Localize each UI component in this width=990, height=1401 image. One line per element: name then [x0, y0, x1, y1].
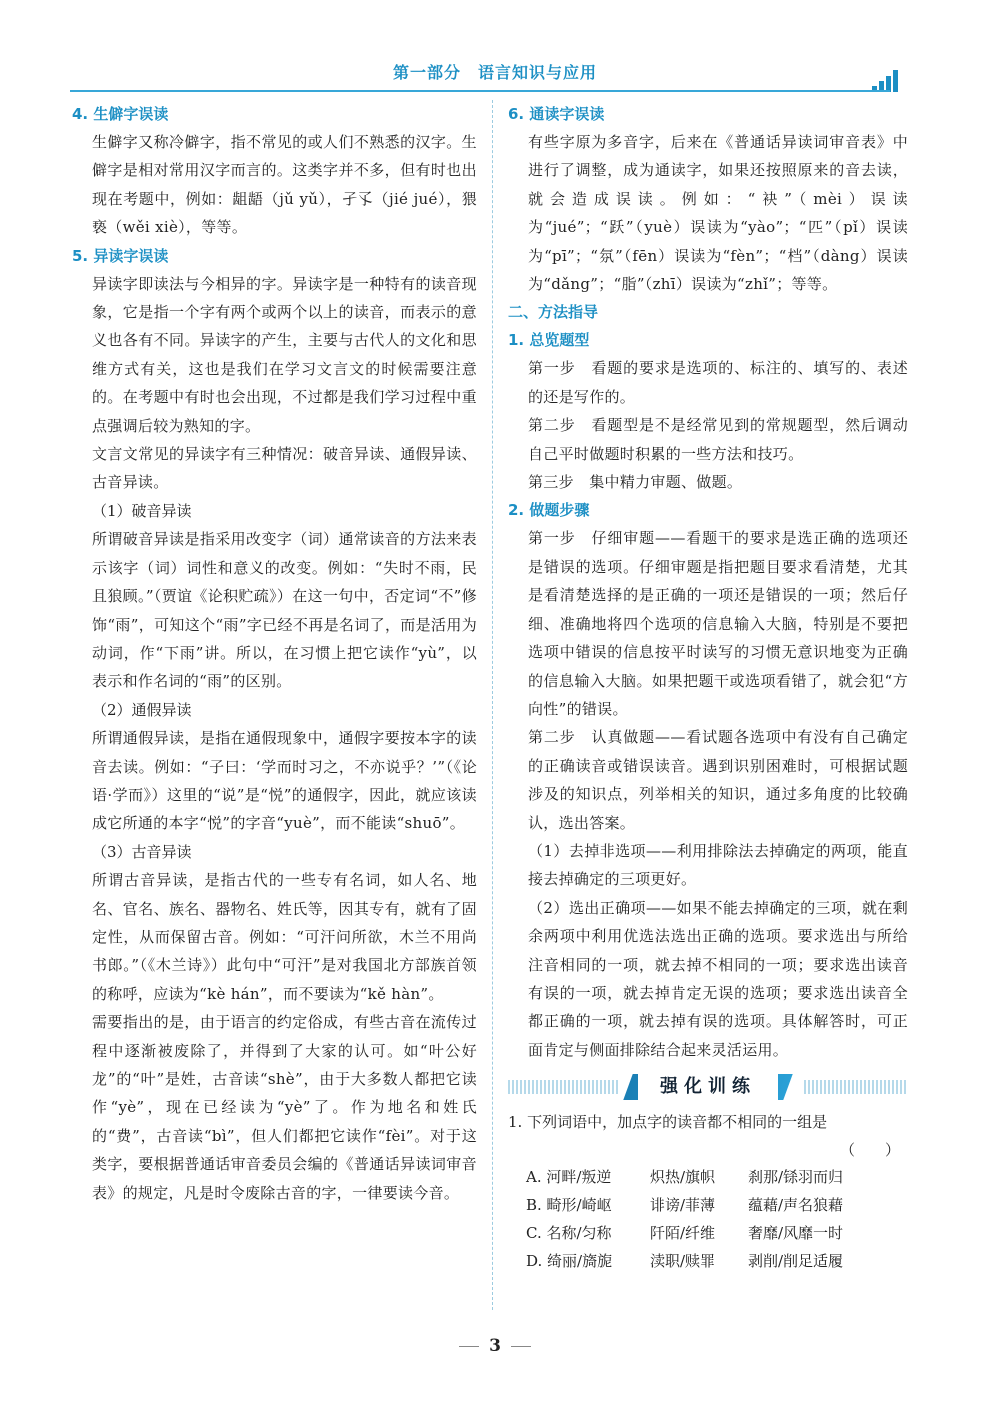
part-title: 二、方法指导 — [508, 303, 599, 322]
paragraph: 生僻字又称冷僻字，指不常见的或人们不熟悉的汉字。生僻字是相对常用汉字而言的。这类字并不多，但有时也出现在考题中，例如：龃龉（jǔ yǔ），孑孓（jié jué），猥亵（wěi xiè），等等。 — [92, 133, 477, 237]
paragraph: 所谓破音异读是指采用改变字（词）通常读音的方法来表示该字（词）词性和意义的改变。例如：“失时不雨，民且狼顾。”（贾谊《论积贮疏》）在这一句中，否定词“不”修饰“雨”，可知这个“雨”字已经不再是名词了，而是活用为动词，作“下雨”讲。所以，在习惯上把它读作“yù”，以表示和作名词的“雨”的区别。 — [92, 530, 477, 691]
left-column — [72, 100, 477, 1207]
step: （1）去掉非选项——利用排除法去掉确定的两项，能直接去掉确定的三项更好。 — [528, 841, 908, 889]
page-number: 3 — [489, 1336, 501, 1356]
page-footer — [0, 1336, 990, 1356]
column-divider — [492, 100, 493, 1310]
section-title-4: 4. 生僻字误读 — [72, 105, 169, 123]
question-1: 1. 下列词语中，加点字的读音都不相同的一组是 — [508, 1113, 828, 1132]
step: 第二步 看题型是不是经常见到的常规题型，然后调动自己平时做题时积累的一些方法和技巧。 — [528, 416, 908, 463]
header-title: 第一部分 语言知识与应用 — [392, 63, 597, 82]
exercise-banner-title: 强化训练 — [660, 1076, 756, 1098]
option-a: A. 河畔/叛逆 炽热/旗帜 刹那/铩羽而归 — [526, 1167, 844, 1186]
section-title-5: 5. 异读字误读 — [72, 246, 169, 265]
exercise-banner — [508, 1070, 908, 1104]
option-d: D. 绮丽/旖旎 渎职/赎罪 剥削/削足适履 — [526, 1251, 844, 1270]
option-c: C. 名称/匀称 阡陌/纤维 奢靡/风靡一时 — [526, 1223, 844, 1242]
page-header — [0, 56, 990, 96]
option-b: B. 畸形/崎岖 诽谤/菲薄 蕴藉/声名狼藉 — [526, 1195, 844, 1214]
method-title-2: 2. 做题步骤 — [508, 501, 590, 520]
paragraph: 文言文常见的异读字有三种情况：破音异读、通假异读、古音异读。 — [92, 445, 477, 492]
section-title-6: 6. 通读字误读 — [508, 105, 605, 123]
subsection-title: （3）古音异读 — [92, 842, 192, 861]
method-title-1: 1. 总览题型 — [508, 331, 590, 350]
subsection-title: （2）通假异读 — [92, 700, 192, 719]
step: 第二步 认真做题——看试题各选项中有没有自己确定的正确读音或错误读音。遇到识别困难时，可根据试题涉及的知识点，列举相关的知识，通过多角度的比较确认，选出答案。 — [528, 728, 908, 832]
header-rule — [70, 90, 890, 92]
subsection-title: （1）破音异读 — [92, 501, 192, 520]
answer-bracket: （ ） — [839, 1140, 900, 1159]
step: （2）选出正确项——如果不能去掉确定的三项，就在剩余两项中利用优选法选出正确的选项。要求选出与所给注音相同的一项，就去掉不相同的一项；要求选出读音有误的一项，就去掉肯定无误的选项；要求选出读音全都正确的一项，就去掉有误的选项。具体解答时，可正面肯定与侧面排除结合起来灵活运用。 — [528, 898, 908, 1059]
paragraph: 有些字原为多音字，后来在《普通话异读词审音表》中进行了调整，成为通读字，如果还按照原来的音去读，就会造成误读。例如：“袂”（mèi）误读为“jué”；“跃”（yuè）误读为“yào”；“匹”（pǐ）误读为“pī”；“氛”（fēn）误读为“fèn”；“档”（dàng）误读为“dǎng”；“脂”（zhī）误读为“zhǐ”；等等。 — [528, 133, 908, 294]
paragraph: 需要指出的是，由于语言的约定俗成，有些古音在流传过程中逐渐被废除了，并得到了大家的认可。如“叶公好龙”的“叶”是姓，古音读“shè”，由于大多数人都把它读作“yè”，现在已经读为“yè”了。作为地名和姓氏的“费”，古音读“bì”，但人们都把它读作“fèi”。对于这类字，要根据普通话审音委员会编的《普通话异读词审音表》的规定，凡是时令废除古音的字，一律要读今音。 — [92, 1013, 477, 1202]
paragraph: 所谓古音异读，是指古代的一些专有名词，如人名、地名、官名、族名、器物名、姓氏等，因其专有，就有了固定性，从而保留古音。例如：“可汗问所欲，木兰不用尚书郎。”（《木兰诗》）此句中“可汗”是对我国北方部族首领的称呼，应读为“kè hán”，而不要读为“kě hàn”。 — [92, 871, 477, 1003]
paragraph: 所谓通假异读，是指在通假现象中，通假字要按本字的读音去读。例如：“子曰：‘学而时习之，不亦说乎？’”（《论语·学而》）这里的“说”是“悦”的通假字，因此，就应该读成它所通的本字“悦”的字音“yuè”，而不能读“shuō”。 — [92, 729, 477, 833]
step: 第一步 看题的要求是选项的、标注的、填写的、表述的还是写作的。 — [528, 359, 908, 406]
right-column — [508, 100, 908, 1275]
step: 第三步 集中精力审题、做题。 — [528, 473, 743, 492]
step: 第一步 仔细审题——看题干的要求是选正确的选项还是错误的选项。仔细审题是指把题目要求看清楚，尤其是看清楚选择的是正确的一项还是错误的一项；然后仔细、准确地将四个选项的信息输入大脑，特别是不要把选项中错误的信息按平时读写的习惯无意识地变为正确的信息输入大脑。如果把题干或选项看错了，就会犯“方向性”的错误。 — [528, 529, 908, 718]
paragraph: 异读字即读法与今相异的字。异读字是一种特有的读音现象，它是指一个字有两个或两个以上的读音，而表示的意义也各有不同。异读字的产生，主要与古代人的文化和思维方式有关，这也是我们在学习文言文的时候需要注意的。在考题中有时也会出现，不过都是我们学习过程中重点强调后较为熟知的字。 — [92, 274, 477, 435]
bars-icon — [872, 70, 902, 92]
